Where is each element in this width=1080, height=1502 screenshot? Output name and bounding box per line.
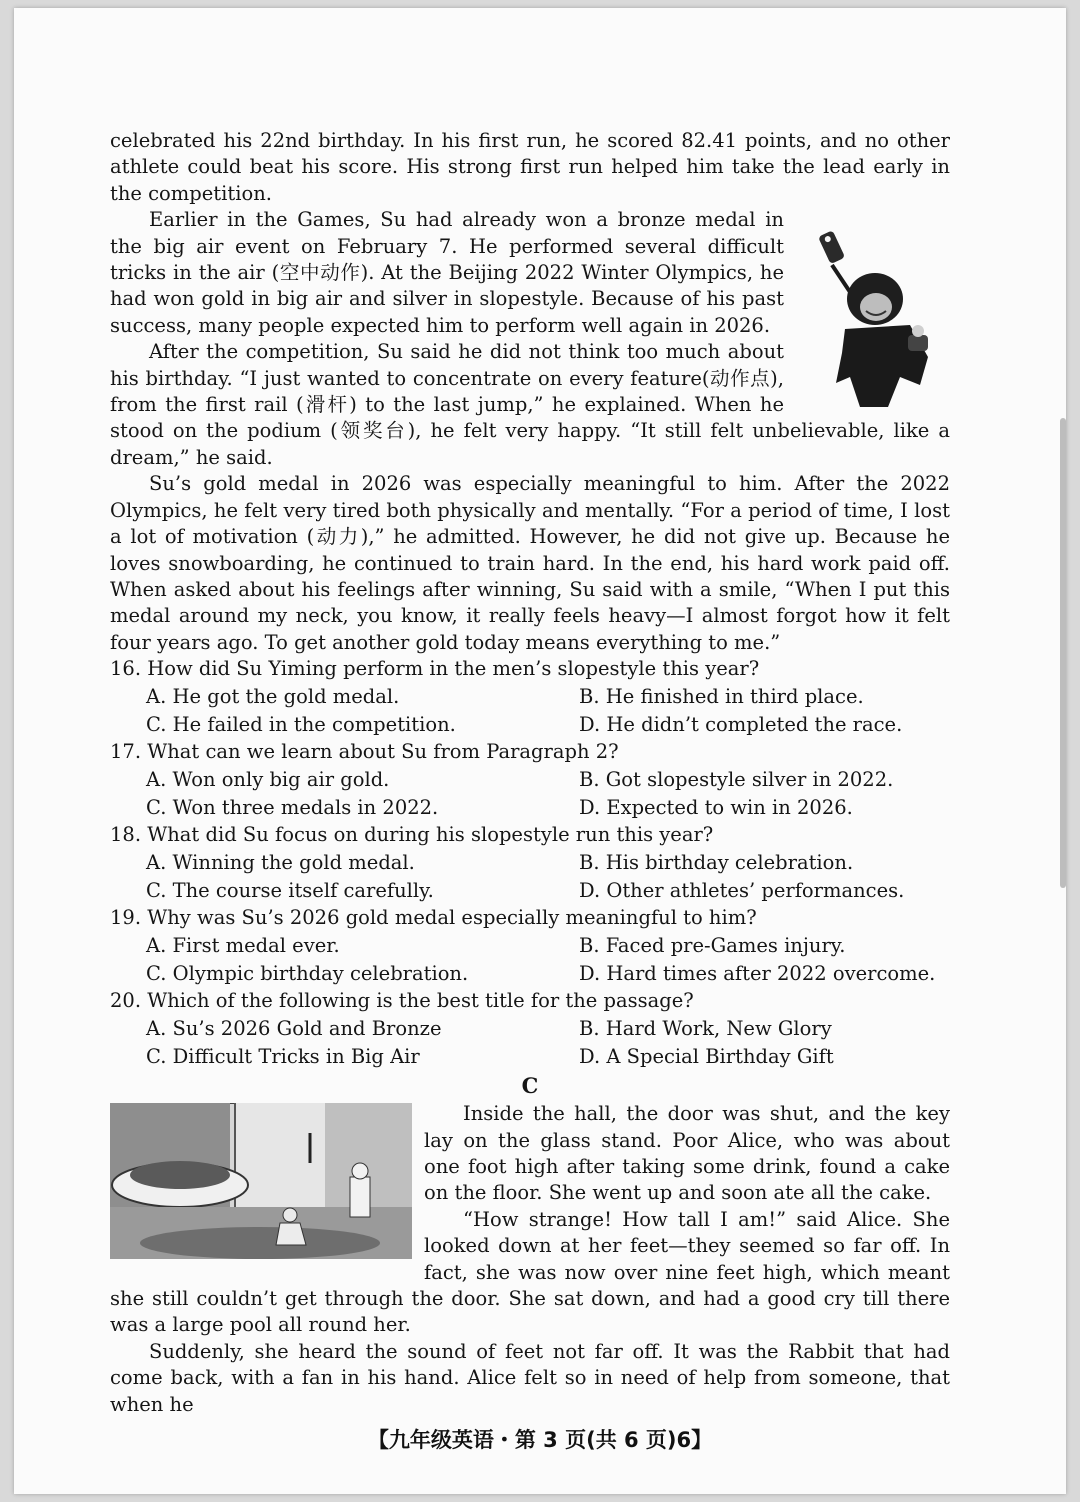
option-c: C. Won three medals in 2022. xyxy=(146,795,439,819)
passage-c-paragraph-1: Inside the hall, the door was shut, and the key lay on the glass stand. Poor Alice, who was about one foot high after taking some drink, found a cake on the floor. She went up and soon ate all the cake. xyxy=(424,1102,950,1205)
question-stem: 19. Why was Su’s 2026 gold medal especially meaningful to him? xyxy=(110,906,757,930)
alice-illustration xyxy=(110,1103,412,1259)
question-17 xyxy=(110,739,950,822)
option-d: D. A Special Birthday Gift xyxy=(579,1044,834,1068)
option-d: D. He didn’t completed the race. xyxy=(579,712,903,736)
option-a: A. First medal ever. xyxy=(146,933,340,957)
page-content xyxy=(110,128,950,1418)
passage-c-paragraph-3: Suddenly, she heard the sound of feet not far off. It was the Rabbit that had come back, with a fan in his hand. Alice felt so in need of help from someone, that when he xyxy=(110,1339,950,1416)
snowboarder-illustration xyxy=(800,207,950,407)
option-a: A. He got the gold medal. xyxy=(146,684,400,708)
option-b: B. Got slopestyle silver in 2022. xyxy=(579,767,894,791)
option-c: C. The course itself carefully. xyxy=(146,878,434,902)
exam-page xyxy=(14,8,1066,1494)
question-stem: 16. How did Su Yiming perform in the men’s slopestyle this year? xyxy=(110,657,760,681)
passage-c-paragraph-2: “How strange! How tall I am!” said Alice. She looked down at her feet—they seemed so far off. In fact, she was now over nine feet high, which meant she still couldn’t get through the door. She sat down, and had a good cry till there was a large pool all round her. xyxy=(110,1207,950,1337)
page-footer: 【九年级英语・第 3 页(共 6 页)6】 xyxy=(367,1428,713,1452)
option-b: B. He finished in third place. xyxy=(579,684,864,708)
scrollbar[interactable] xyxy=(1060,418,1066,888)
snowboarder-photo xyxy=(800,207,950,407)
option-a: A. Won only big air gold. xyxy=(146,767,390,791)
question-20 xyxy=(110,988,950,1071)
question-stem: 18. What did Su focus on during his slopestyle run this year? xyxy=(110,823,714,847)
question-16 xyxy=(110,656,950,739)
section-c-title: C xyxy=(521,1073,539,1099)
option-a: A. Su’s 2026 Gold and Bronze xyxy=(146,1016,442,1040)
option-d: D. Hard times after 2022 overcome. xyxy=(579,961,936,985)
option-c: C. Difficult Tricks in Big Air xyxy=(146,1044,420,1068)
passage-b-paragraph-3: After the competition, Su said he did not think too much about his birthday. “I just wanted to concentrate on every feature(动作点), from the first rail (滑杆) to the last jump,” he explained. When he stood on the podium (领奖台), he felt very happy. “It still felt unbelievable, like a dream,” he said. xyxy=(110,340,950,469)
question-18 xyxy=(110,822,950,905)
question-stem: 20. Which of the following is the best title for the passage? xyxy=(110,989,694,1013)
option-b: B. His birthday celebration. xyxy=(579,850,854,874)
passage-b-paragraph-1: celebrated his 22nd birthday. In his first run, he scored 82.41 points, and no other athlete could beat his score. His strong first run helped him take the lead early in the competition. xyxy=(110,129,950,205)
option-d: D. Expected to win in 2026. xyxy=(579,795,853,819)
option-b: B. Hard Work, New Glory xyxy=(579,1016,832,1040)
passage-b-paragraph-2: Earlier in the Games, Su had already won a bronze medal in the big air event on February 7. He performed several difficult tricks in the air (空中动作). At the Beijing 2022 Winter Olympics, he had won gold in big air and silver in slopestyle. Because of his past success, many people expected him to perform well again in 2026. xyxy=(110,208,784,337)
option-a: A. Winning the gold medal. xyxy=(146,850,415,874)
question-stem: 17. What can we learn about Su from Paragraph 2? xyxy=(110,740,619,764)
option-c: C. Olympic birthday celebration. xyxy=(146,961,469,985)
alice-photo xyxy=(110,1103,412,1259)
option-b: B. Faced pre-Games injury. xyxy=(579,933,846,957)
passage-b-paragraph-4: Su’s gold medal in 2026 was especially meaningful to him. After the 2022 Olympics, he felt very tired both physically and mentally. “For a period of time, I lost a lot of motivation (动力),” he admitted. However, he did not give up. Because he loves snowboarding, he continued to train hard. In the end, his hard work paid off. When asked about his feelings after winning, Su said with a smile, “When I put this medal around my neck, you know, it really feels heavy—I almost forgot how it felt four years ago. To get another gold today means everything to me.” xyxy=(110,472,950,654)
question-19 xyxy=(110,905,950,988)
option-d: D. Other athletes’ performances. xyxy=(579,878,905,902)
option-c: C. He failed in the competition. xyxy=(146,712,456,736)
